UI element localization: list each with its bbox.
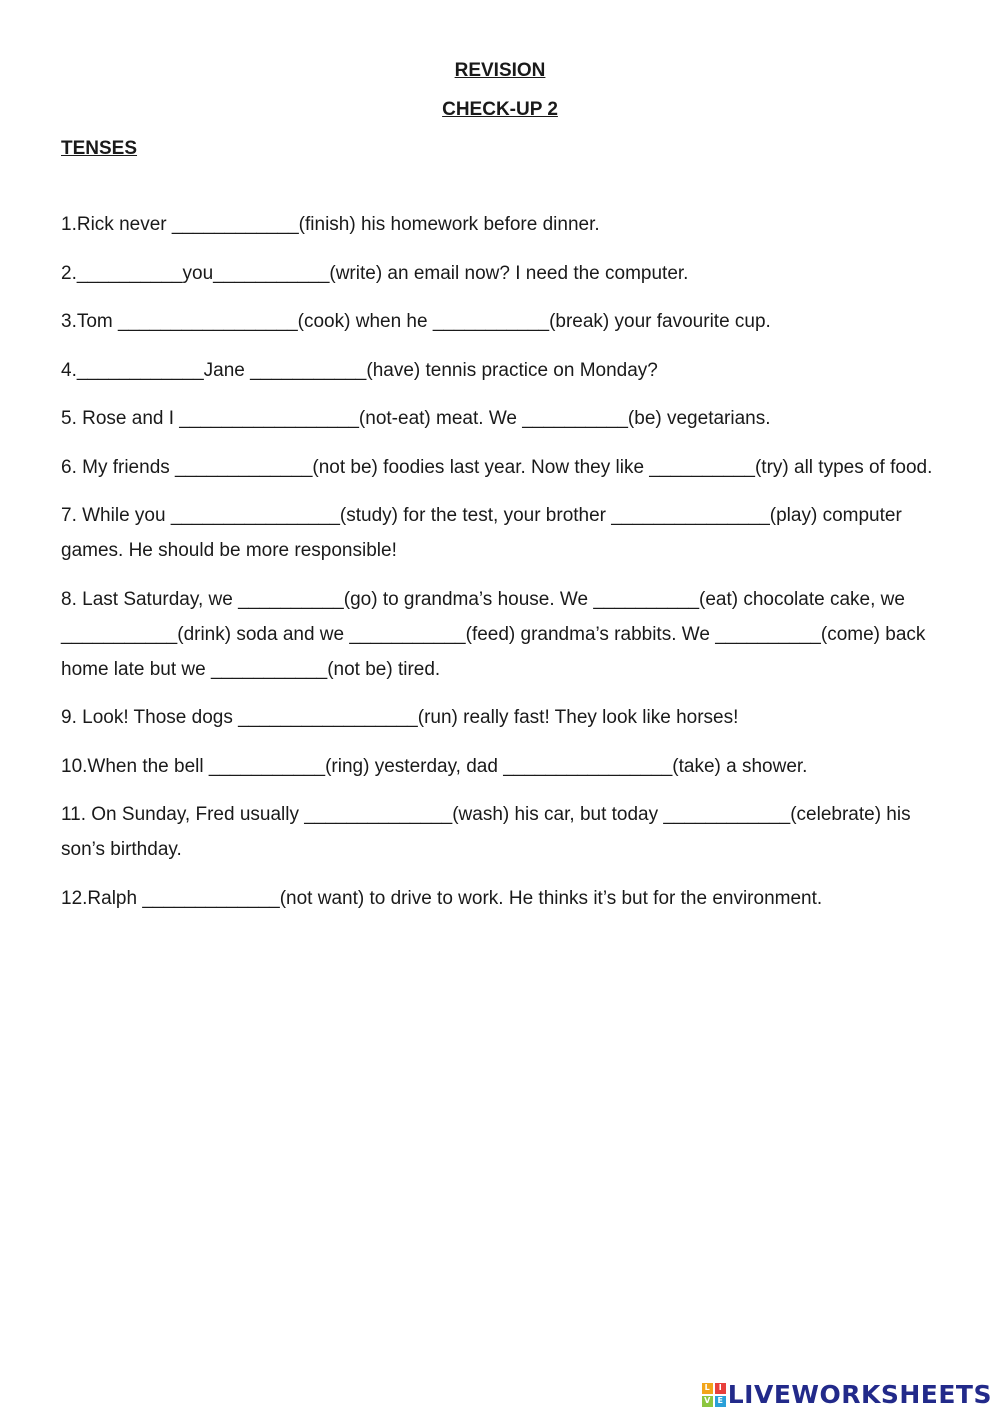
- worksheet-subtitle: CHECK-UP 2: [442, 99, 558, 120]
- exercise-12: 12.Ralph _____________(not want) to drive to work. He thinks it’s but for the environment.: [61, 887, 823, 909]
- exercise-5: 5. Rose and I _________________(not-eat) meat. We __________(be) vegetarians.: [61, 408, 771, 429]
- logo-block-e: E: [715, 1396, 726, 1407]
- exercise-9: 9. Look! Those dogs _________________(run) really fast! They look like horses!: [61, 707, 739, 728]
- worksheet-title: REVISION: [454, 60, 546, 81]
- exercise-10: 10.When the bell ___________(ring) yesterday, dad ________________(take) a shower.: [61, 755, 808, 777]
- exercise-7: 7. While you ________________(study) for the test, your brother _______________(play) computer games. He should be more responsible!: [61, 505, 902, 561]
- exercise-2: 2.__________you___________(write) an email now? I need the computer.: [61, 262, 689, 284]
- exercise-3: 3.Tom _________________(cook) when he ___________(break) your favourite cup.: [61, 311, 771, 332]
- exercise-8: 8. Last Saturday, we __________(go) to grandma’s house. We __________(eat) chocolate cake, we ___________(drink) soda and we ___________(feed) grandma’s rabbits. We __________(come) back home late but we ___________(not be) tired.: [61, 588, 926, 680]
- exercise-list: [61, 207, 941, 929]
- exercise-4: 4.____________Jane ___________(have) tennis practice on Monday?: [61, 359, 658, 381]
- liveworksheets-logo: [702, 1382, 992, 1407]
- logo-block-l: L: [702, 1383, 713, 1394]
- logo-wordmark: LIVEWORKSHEETS: [727, 1380, 992, 1409]
- section-heading-tenses: TENSES: [61, 138, 138, 159]
- logo-block-i: I: [715, 1383, 726, 1394]
- exercise-11: 11. On Sunday, Fred usually ______________(wash) his car, but today ____________(celebrate) his son’s birthday.: [61, 804, 911, 860]
- exercise-6: 6. My friends _____________(not be) foodies last year. Now they like __________(try) all types of food.: [61, 456, 933, 478]
- logo-block-v: V: [702, 1396, 713, 1407]
- exercise-1: 1.Rick never ____________(finish) his homework before dinner.: [61, 214, 600, 235]
- logo-blocks-icon: [702, 1383, 726, 1407]
